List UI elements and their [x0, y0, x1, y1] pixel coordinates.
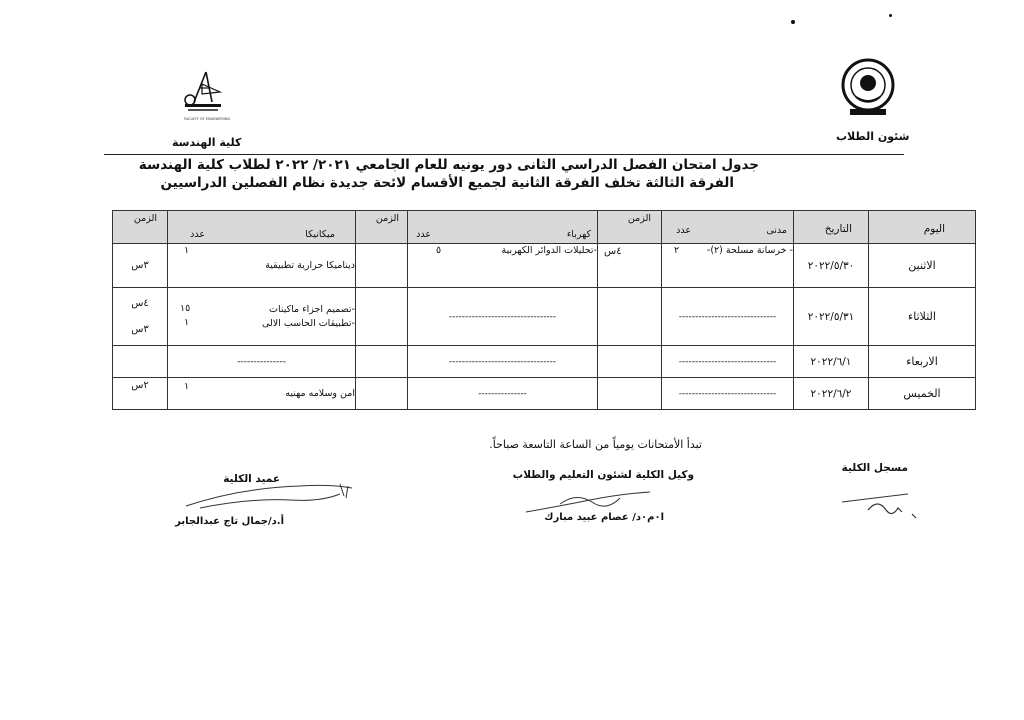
mechanic-subject: -تصميم اجزاء ماكينات: [269, 303, 355, 315]
mechanic-time: ٢س: [113, 378, 168, 410]
header-date: التاريخ: [824, 223, 852, 235]
mechanic-subject: امن وسلامه مهنيه: [285, 387, 355, 399]
student-affairs-label: شئون الطلاب: [836, 130, 910, 143]
table-row: [113, 378, 976, 410]
electric-time: [356, 244, 408, 288]
mechanic-cell: [168, 378, 356, 410]
faculty-logo: [180, 70, 230, 120]
header-electric-cell: [408, 211, 598, 244]
table-row: [113, 244, 976, 288]
header-civil-cell: [662, 211, 794, 244]
exam-title-line1: جدول امتحان الفصل الدراسي الثانى دور يونيه للعام الجامعي ٢٠٢١/ ٢٠٢٢ لطلاب كلية الهندسة: [138, 157, 759, 173]
mechanic-count: ١: [184, 381, 190, 392]
civil-time: [598, 378, 662, 410]
faculty-logo-caption: FACULTY OF ENGINEERING: [184, 117, 231, 121]
mechanic-count: ١: [184, 245, 190, 256]
civil-cell: [662, 244, 794, 288]
scan-speck: [791, 20, 795, 24]
dean-title: عميد الكلية: [223, 473, 280, 485]
mechanic-time: [113, 346, 168, 378]
mechanic-subject-2: -تطبيقات الحاسب الالى: [261, 317, 355, 329]
row-date: ٢٠٢٢/٥/٣١: [794, 288, 869, 346]
row-day: الثلاثاء: [869, 288, 976, 346]
civil-count: ٢: [674, 245, 680, 256]
mechanic-subject: ديناميكا حرارية تطبيقية: [265, 259, 355, 271]
header-electric-time: الزمن: [375, 213, 399, 224]
row-date: ٢٠٢٢/٥/٣٠: [794, 244, 869, 288]
mechanic-cell: [168, 288, 356, 346]
header-electric: كهرباء: [566, 229, 591, 240]
header-civil-time: الزمن: [627, 213, 651, 224]
exam-schedule-table: [112, 210, 976, 410]
row-day: الاثنين: [869, 244, 976, 288]
electric-time: [356, 346, 408, 378]
electric-subject: ---------------: [408, 378, 598, 410]
registrar-signature: [838, 488, 928, 524]
exam-title-line2: الفرقة الثالثة تخلف الفرقة الثانية لجميع الأقسام لائحة جديدة نظام الفصلين الدراسيين: [160, 175, 734, 191]
civil-time: [598, 288, 662, 346]
electric-cell: [408, 244, 598, 288]
mechanic-count-2: ١: [184, 317, 190, 328]
header-electric-count: عدد: [416, 229, 431, 240]
vice-dean-title: وكيل الكلية لشئون التعليم والطلاب: [512, 469, 694, 481]
civil-time: [598, 346, 662, 378]
header-electric-time-cell: [356, 211, 408, 244]
electric-time: [356, 288, 408, 346]
header-mechanic-time: الزمن: [133, 213, 157, 224]
header-civil-count: عدد: [676, 225, 691, 236]
header-mechanic-time-cell: [113, 211, 168, 244]
header-mechanic-count: عدد: [190, 229, 205, 240]
mechanic-time: ٣س: [113, 244, 168, 288]
header-date-cell: [794, 211, 869, 244]
electric-subject: -تحليلات الدوائر الكهربية: [501, 245, 597, 256]
header-civil: مدنى: [766, 225, 787, 236]
civil-subject: ------------------------------: [662, 378, 794, 410]
mechanic-cell: [168, 244, 356, 288]
table-header-row: [113, 211, 976, 244]
table-row: [113, 288, 976, 346]
header-day: اليوم: [923, 223, 945, 235]
electric-subject: ---------------------------------: [408, 346, 598, 378]
faculty-label: كلية الهندسة: [172, 136, 242, 149]
vice-dean-name: ا٠م٠د/ عصام عبيد مبارك: [544, 512, 664, 523]
exam-start-note: تبدأ الأمتحانات يومياً من الساعة التاسعة صباحاً.: [489, 438, 702, 451]
mechanic-time-cell: [113, 288, 168, 346]
row-date: ٢٠٢٢/٦/١: [794, 346, 869, 378]
dean-signature: [180, 478, 360, 518]
registrar-title: مسجل الكلية: [841, 462, 908, 474]
university-seal-logo: [836, 57, 900, 119]
row-day: الخميس: [869, 378, 976, 410]
mechanic-count: ١٥: [180, 303, 191, 314]
electric-subject: ---------------------------------: [408, 288, 598, 346]
header-day-cell: [869, 211, 976, 244]
electric-time: [356, 378, 408, 410]
civil-time: ٤س: [598, 244, 662, 288]
dean-name: أ.د/جمال تاج عبدالجابر: [175, 516, 284, 527]
header-civil-time-cell: [598, 211, 662, 244]
header-rule: [104, 154, 904, 155]
civil-subject: ------------------------------: [662, 288, 794, 346]
civil-subject: - خرسانة مسلحة (٢)-: [706, 245, 793, 256]
civil-subject: ------------------------------: [662, 346, 794, 378]
header-mechanic-cell: [168, 211, 356, 244]
mechanic-subject: ---------------: [168, 346, 356, 378]
table-row: [113, 346, 976, 378]
mechanic-time-2: ٣س: [131, 323, 149, 335]
row-date: ٢٠٢٢/٦/٢: [794, 378, 869, 410]
mechanic-time: ٤س: [131, 297, 149, 309]
row-day: الاربعاء: [869, 346, 976, 378]
header-mechanic: ميكانيكا: [305, 229, 335, 240]
electric-count: ٥: [436, 245, 442, 256]
scan-speck: [889, 14, 892, 17]
